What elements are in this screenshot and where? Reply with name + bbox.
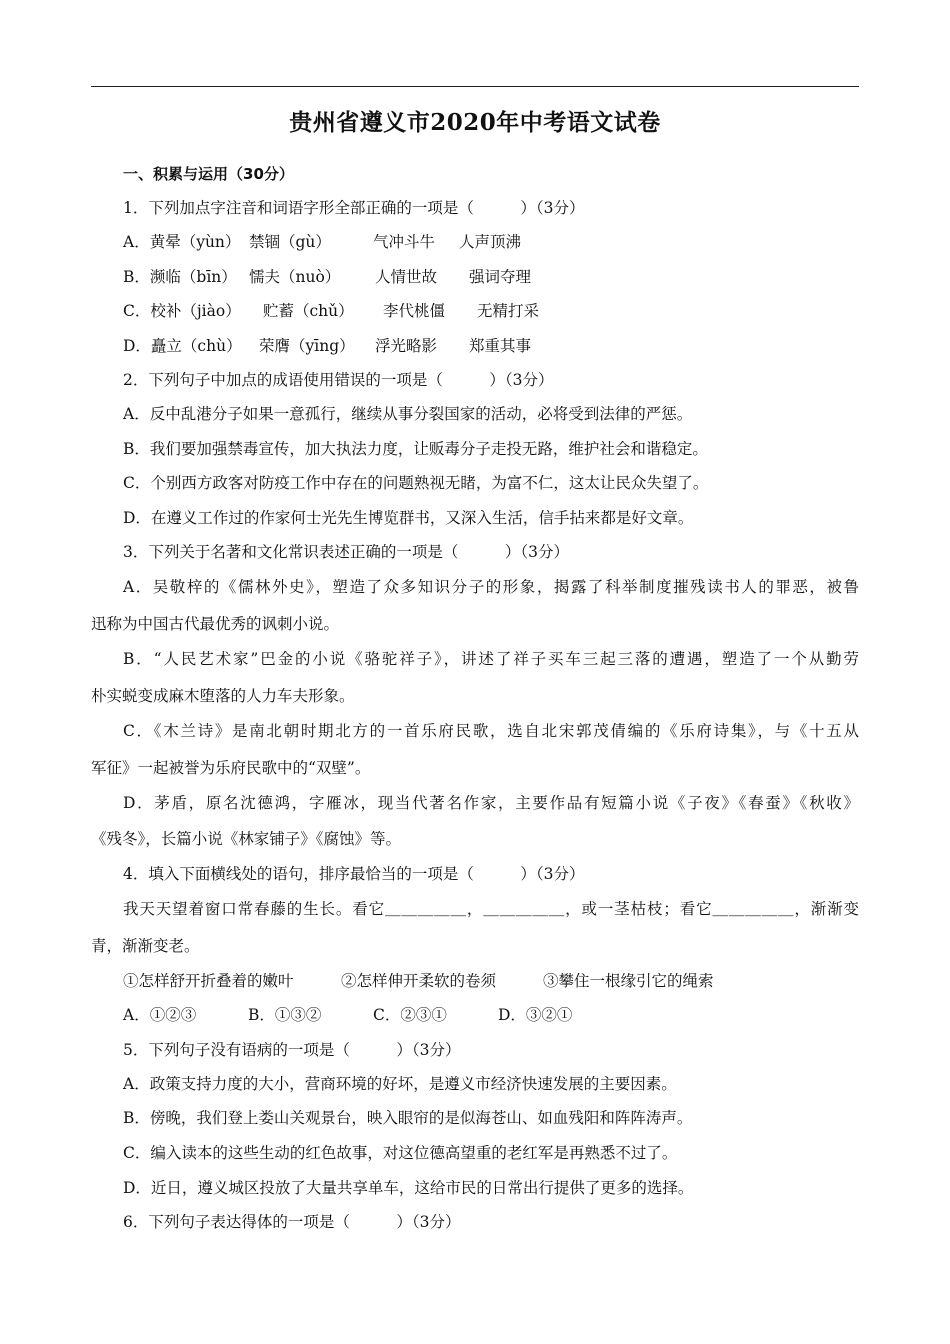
question-5-option-b: B．傍晚，我们登上娄山关观景台，映入眼帘的是似海苍山、如血残阳和阵阵涛声。 (123, 1109, 693, 1127)
choice-option: C．②③① (373, 1006, 447, 1024)
question-4-options (123, 1005, 572, 1025)
sentence-item: ①怎样舒开折叠着的嫩叶 (123, 972, 294, 990)
option-part: 荣膺（yīng） (259, 337, 355, 355)
page-title: 贵州省遵义市2020年中考语文试卷 (289, 109, 661, 136)
option-part: 浮光略影 (375, 337, 438, 355)
question-2-stem: 2．下列句子中加点的成语使用错误的一项是（ ）（3分） (123, 371, 554, 389)
option-part: A．黄晕（yùn） (123, 233, 241, 251)
option-part: 李代桃僵 (383, 302, 446, 320)
question-2-option-d: D．在遵义工作过的作家何士光先生博览群书，又深入生活，信手拈来都是好文章。 (123, 509, 694, 527)
option-part: 贮蓄（chǔ） (263, 302, 354, 320)
question-3-option-a-cont: 迅称为中国古代最优秀的讽刺小说。 (91, 615, 340, 633)
question-1-option-b (123, 267, 531, 287)
question-1-option-a (123, 232, 521, 252)
question-3-option-c: C．《木兰诗》是南北朝时期北方的一首乐府民歌，选自北宋郭茂倩编的《乐府诗集》，与《十五从 (123, 722, 859, 740)
sentence-item: ③攀住一根缘引它的绳索 (543, 972, 714, 990)
question-4-stem: 4．填入下面横线处的语句，排序最恰当的一项是（ ）（3分） (123, 865, 585, 883)
question-1-stem: 1．下列加点字注音和词语字形全部正确的一项是（ ）（3分） (123, 199, 585, 217)
section-heading: 一、积累与运用（30分） (123, 165, 294, 183)
question-1-option-d (123, 336, 531, 356)
choice-option: B．①③② (248, 1006, 322, 1024)
option-part: 懦夫（nuò） (249, 268, 341, 286)
option-part: D．矗立（chù） (123, 337, 242, 355)
option-part: 强词夺理 (469, 268, 532, 286)
option-part: C．校补（jiào） (123, 302, 241, 320)
question-3-option-b-cont: 朴实蜕变成麻木堕落的人力车夫形象。 (91, 687, 355, 705)
question-2-option-c: C．个别西方政客对防疫工作中存在的问题熟视无睹，为富不仁，这太让民众失望了。 (123, 474, 709, 492)
question-3-option-d-cont: 《残冬》，长篇小说《林家铺子》《腐蚀》等。 (91, 830, 402, 848)
choice-option: A．①②③ (123, 1006, 197, 1024)
question-3-stem: 3．下列关于名著和文化常识表述正确的一项是（ ）（3分） (123, 543, 569, 561)
choice-option: D．③②① (498, 1006, 573, 1024)
option-part: 无精打采 (477, 302, 540, 320)
question-4-passage-cont: 青，渐渐变老。 (91, 937, 200, 955)
question-5-stem: 5．下列句子没有语病的一项是（ ）（3分） (123, 1041, 461, 1059)
question-5-option-c: C．编入读本的这些生动的红色故事，对这位德高望重的老红军是再熟悉不过了。 (123, 1144, 678, 1162)
question-1-option-c (123, 301, 539, 321)
sentence-item: ②怎样伸开柔软的卷须 (341, 972, 497, 990)
option-part: 禁锢（gù） (249, 233, 331, 251)
option-part: 气冲斗牛 (373, 233, 436, 251)
question-2-option-b: B．我们要加强禁毒宣传，加大执法力度，让贩毒分子走投无路，维护社会和谐稳定。 (123, 440, 708, 458)
question-3-option-c-cont: 军征》一起被誉为乐府民歌中的“双壁”。 (91, 759, 371, 777)
header-rule (91, 86, 859, 87)
question-5-option-a: A．政策支持力度的大小，营商环境的好坏，是遵义市经济快速发展的主要因素。 (123, 1075, 677, 1093)
question-3-option-a: A．吴敬梓的《儒林外史》，塑造了众多知识分子的形象，揭露了科举制度摧残读书人的罪恶，被鲁 (123, 578, 859, 596)
question-3-option-d: D．茅盾，原名沈德鸿，字雁冰，现当代著名作家，主要作品有短篇小说《子夜》《春蚕》《秋收》 (123, 794, 859, 812)
question-5-option-d: D．近日，遵义城区投放了大量共享单车，这给市民的日常出行提供了更多的选择。 (123, 1179, 694, 1197)
option-part: 人情世故 (375, 268, 438, 286)
question-4-passage: 我天天望着窗口常春藤的生长。看它＿＿＿＿＿，＿＿＿＿＿，或一茎枯枝；看它＿＿＿＿＿，渐渐变 (123, 900, 859, 918)
question-3-option-b: B．“人民艺术家”巴金的小说《骆驼祥子》，讲述了祥子买车三起三落的遭遇，塑造了一个从勤劳 (123, 650, 859, 668)
question-6-stem: 6．下列句子表达得体的一项是（ ）（3分） (123, 1213, 461, 1231)
option-part: B．濒临（bīn） (123, 268, 237, 286)
option-part: 人声顶沸 (459, 233, 522, 251)
question-2-option-a: A．反中乱港分子如果一意孤行，继续从事分裂国家的活动，必将受到法律的严惩。 (123, 405, 693, 423)
option-part: 郑重其事 (469, 337, 532, 355)
question-4-items (123, 971, 714, 991)
